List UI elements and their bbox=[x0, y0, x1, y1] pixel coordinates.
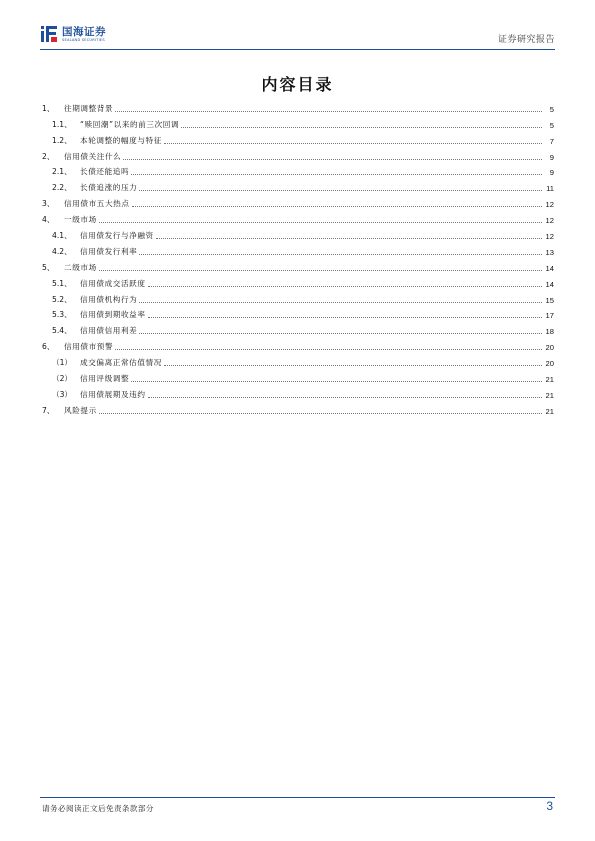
toc-entry-label: 信用评级调整 bbox=[80, 374, 130, 384]
toc-entry-number: 7、 bbox=[42, 405, 55, 415]
toc-leader-dots bbox=[148, 285, 542, 287]
toc-entry-number: 2、 bbox=[42, 151, 55, 161]
toc-entry-page: 7 bbox=[549, 136, 554, 146]
toc-entry-label: 信用债市五大热点 bbox=[64, 199, 130, 209]
toc-entry-page: 20 bbox=[545, 343, 554, 353]
toc-entry[interactable] bbox=[40, 98, 554, 114]
toc-entry-page: 12 bbox=[545, 200, 554, 210]
toc-entry-page: 5 bbox=[549, 104, 554, 114]
toc-entry[interactable] bbox=[40, 241, 554, 257]
toc-entry-label: 长债还能追吗 bbox=[80, 167, 130, 177]
toc-entry[interactable] bbox=[40, 193, 554, 209]
page-header bbox=[40, 24, 555, 50]
toc-leader-dots bbox=[139, 189, 542, 191]
toc-entry-number: 5.1、 bbox=[52, 278, 72, 288]
toc-entry-number: 6、 bbox=[42, 342, 55, 352]
toc-entry[interactable] bbox=[40, 130, 554, 146]
toc-entry-number: 5.3、 bbox=[52, 310, 72, 320]
toc-entry-number: 1、 bbox=[42, 103, 55, 113]
toc-entry-label: 往期调整背景 bbox=[64, 103, 114, 113]
toc-entry-number: 3、 bbox=[42, 199, 55, 209]
header-divider bbox=[40, 49, 555, 50]
toc-leader-dots bbox=[148, 396, 542, 398]
toc-entry-label: 风险提示 bbox=[64, 405, 97, 415]
toc-entry-label: 信用债市预警 bbox=[64, 342, 114, 352]
toc-entry[interactable] bbox=[40, 209, 554, 225]
toc-entry[interactable] bbox=[40, 162, 554, 178]
logo-mark-icon bbox=[40, 24, 58, 44]
page-title: 内容目录 bbox=[261, 75, 334, 94]
toc-entry-label: “赎回潮”以来的前三次回调 bbox=[80, 119, 180, 129]
table-of-contents bbox=[40, 98, 554, 416]
toc-entry[interactable] bbox=[40, 273, 554, 289]
logo-chinese-name: 国海证券 bbox=[62, 25, 106, 38]
toc-entry-label: 信用债信用利差 bbox=[80, 326, 138, 336]
toc-leader-dots bbox=[139, 253, 542, 255]
toc-entry-page: 13 bbox=[545, 247, 554, 257]
toc-leader-dots bbox=[131, 173, 542, 175]
toc-entry-label: 信用债机构行为 bbox=[80, 294, 138, 304]
toc-leader-dots bbox=[181, 126, 542, 128]
footer-disclaimer: 请务必阅读正文后免责条款部分 bbox=[42, 804, 154, 813]
toc-entry-label: 本轮调整的幅度与特征 bbox=[80, 135, 162, 145]
footer-page-number: 3 bbox=[546, 799, 553, 813]
toc-entry-label: 二级市场 bbox=[64, 262, 97, 272]
toc-entry-label: 长债追涨的压力 bbox=[80, 183, 138, 193]
toc-entry-page: 21 bbox=[545, 406, 554, 416]
toc-entry-number: 5.4、 bbox=[52, 326, 72, 336]
toc-entry-label: 一级市场 bbox=[64, 215, 97, 225]
toc-entry[interactable] bbox=[40, 400, 554, 416]
toc-entry[interactable] bbox=[40, 114, 554, 130]
toc-entry-number: 5、 bbox=[42, 262, 55, 272]
toc-entry-number: 1.1、 bbox=[52, 119, 72, 129]
toc-entry[interactable] bbox=[40, 368, 554, 384]
toc-leader-dots bbox=[164, 364, 542, 366]
toc-leader-dots bbox=[123, 158, 542, 160]
toc-entry-number: 2.1、 bbox=[52, 167, 72, 177]
report-type-label: 证券研究报告 bbox=[497, 35, 555, 45]
toc-entry-page: 5 bbox=[549, 120, 554, 130]
toc-entry[interactable] bbox=[40, 177, 554, 193]
toc-entry-number: （2） bbox=[52, 374, 73, 384]
toc-entry-page: 9 bbox=[549, 168, 554, 178]
toc-entry-label: 成交偏离正常估值情况 bbox=[80, 358, 162, 368]
toc-entry-page: 21 bbox=[545, 390, 554, 400]
toc-entry[interactable] bbox=[40, 305, 554, 321]
toc-entry-number: （1） bbox=[52, 358, 73, 368]
toc-entry-page: 14 bbox=[545, 263, 554, 273]
toc-leader-dots bbox=[115, 348, 542, 350]
toc-entry-number: 4.1、 bbox=[52, 231, 72, 241]
toc-entry-label: 信用债成交活跃度 bbox=[80, 278, 146, 288]
toc-leader-dots bbox=[148, 316, 542, 318]
toc-leader-dots bbox=[99, 412, 542, 414]
toc-entry[interactable] bbox=[40, 320, 554, 336]
toc-entry-number: 2.2、 bbox=[52, 183, 72, 193]
toc-entry-page: 15 bbox=[545, 295, 554, 305]
footer-divider bbox=[40, 797, 555, 798]
toc-entry-label: 信用债展期及违约 bbox=[80, 389, 146, 399]
toc-entry-page: 21 bbox=[545, 375, 554, 385]
toc-leader-dots bbox=[132, 205, 542, 207]
toc-entry-label: 信用债发行利率 bbox=[80, 246, 138, 256]
toc-entry-page: 9 bbox=[549, 152, 554, 162]
toc-entry-page: 11 bbox=[546, 184, 554, 194]
toc-entry-label: 信用债到期收益率 bbox=[80, 310, 146, 320]
toc-entry[interactable] bbox=[40, 352, 554, 368]
toc-entry-number: 4、 bbox=[42, 215, 55, 225]
toc-leader-dots bbox=[139, 301, 542, 303]
company-logo bbox=[40, 24, 106, 44]
toc-entry-number: 5.2、 bbox=[52, 294, 72, 304]
toc-entry[interactable] bbox=[40, 257, 554, 273]
toc-entry[interactable] bbox=[40, 336, 554, 352]
toc-entry[interactable] bbox=[40, 384, 554, 400]
toc-leader-dots bbox=[139, 332, 542, 334]
toc-entry-label: 信用债关注什么 bbox=[64, 151, 122, 161]
toc-leader-dots bbox=[99, 221, 542, 223]
toc-leader-dots bbox=[99, 269, 542, 271]
toc-entry-page: 14 bbox=[545, 279, 554, 289]
toc-entry-number: （3） bbox=[52, 389, 73, 399]
toc-leader-dots bbox=[156, 237, 542, 239]
toc-entry-page: 18 bbox=[545, 327, 554, 337]
toc-entry-number: 4.2、 bbox=[52, 246, 72, 256]
toc-entry-number: 1.2、 bbox=[52, 135, 72, 145]
toc-entry[interactable] bbox=[40, 225, 554, 241]
toc-entry[interactable] bbox=[40, 146, 554, 162]
toc-leader-dots bbox=[131, 380, 542, 382]
toc-entry-page: 20 bbox=[545, 359, 554, 369]
toc-leader-dots bbox=[164, 142, 542, 144]
toc-entry-label: 信用债发行与净融资 bbox=[80, 231, 154, 241]
toc-entry-page: 12 bbox=[545, 216, 554, 226]
toc-entry-page: 12 bbox=[545, 232, 554, 242]
toc-entry[interactable] bbox=[40, 289, 554, 305]
toc-leader-dots bbox=[115, 110, 542, 112]
toc-entry-page: 17 bbox=[545, 311, 554, 321]
logo-english-name: SEALAND SECURITIES bbox=[62, 37, 105, 42]
